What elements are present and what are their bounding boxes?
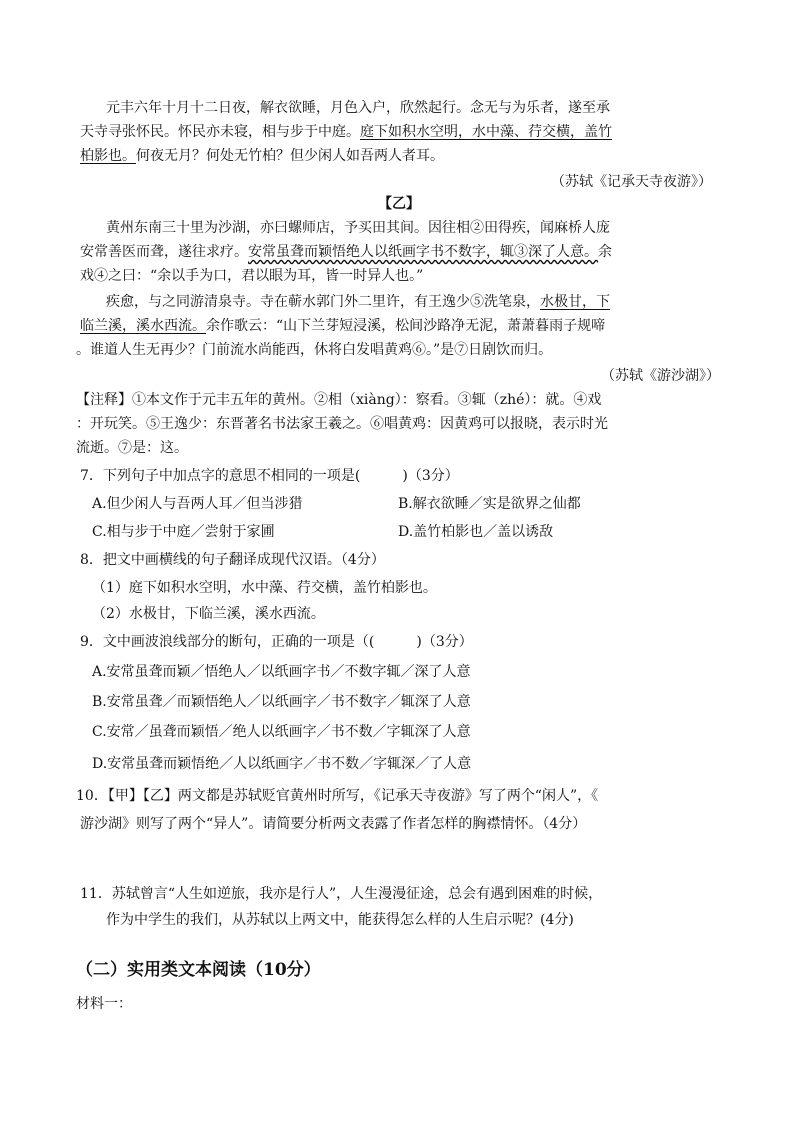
q9-option-c: C.安常／虽聋而颖悟／绝人以纸画字／书不数／字辄深了人意 [92,724,471,740]
jia-line-2 [80,122,612,142]
yi-text: 余作歌云：“山下兰芽短浸溪，松间沙路净无泥，萧萧暮雨子规啼 [206,318,606,334]
yi-line-1: 黄州东南三十里为沙湖，亦曰螺师店，予买田其间。因往相②田得疾，闻麻桥人庞 [106,220,610,236]
yi-line-2 [80,242,612,262]
q7-stem: 7．下列句子中加点字的意思不相同的一项是( )（3分） [80,468,459,484]
q10-line-1: 10．【甲】【乙】两文都是苏轼贬官黄州时所写，《记承天寺夜游》写了两个“闲人”，《 [76,788,599,804]
jia-underlined-sentence: 庭下如积水空明，水中藻、荇交横，盖竹 [360,124,612,140]
yi-underlined-sentence: 水极甘，下 [540,294,610,310]
yi-text: 疾愈，与之同游清泉寺。寺在蕲水郭门外二里许，有王逸少⑤洗笔泉， [106,294,540,310]
q10-line-2: 游沙湖》则写了两个“异人”。请简要分析两文表露了作者怎样的胸襟情怀。（4分） [80,816,587,832]
q9-stem: 9．文中画波浪线部分的断句，正确的一项是（( )（3分） [80,634,473,650]
jia-text: 天寺寻张怀民。怀民亦未寝，相与步于中庭。 [80,124,360,140]
yi-wavy-sentence: 安常虽聋而颖悟绝人以纸画字书不数字，辄③深了人意。 [248,244,598,260]
yi-underlined-sentence-end: 临兰溪，溪水西流。 [80,318,206,334]
yi-text: 余 [598,244,612,260]
section-title: （二）实用类文本阅读（10分） [76,960,321,980]
jia-line-3 [80,146,444,166]
notes-line-3: 流逝。⑦是：这。 [76,440,188,456]
q11-line-2: 作为中学生的我们，从苏轼以上两文中，能获得怎么样的人生启示呢？(4分) [106,912,574,928]
yi-heading: 【乙】 [378,196,420,212]
q7-option-c: C.相与步于中庭／尝射于家圃 [92,524,275,540]
q7-option-b: B.解衣欲睡／实是欲界之仙都 [398,496,581,512]
jia-text: 何夜无月？何处无竹柏？但少闲人如吾两人者耳。 [136,148,444,164]
yi-source: （苏轼《游沙湖》） [601,368,720,384]
jia-underlined-sentence-end: 柏影也。 [80,148,136,164]
material-label: 材料一： [76,996,132,1012]
q8-stem: 8．把文中画横线的句子翻译成现代汉语。（4分） [80,552,385,568]
notes-line-1: 【注释】①本文作于元丰五年的黄州。②相（xiàng）：察看。③辄（zhé）：就。④戏 [76,392,602,408]
q9-option-b: B.安常虽聋／而颖悟绝人／以纸画字／书不数字／辄深了人意 [92,694,471,710]
q9-option-a: A.安常虽聋而颖／悟绝人／以纸画字书／不数字辄／深了人意 [92,664,471,680]
q8-sentence-2: （2）水极甘，下临兰溪，溪水西流。 [92,606,325,622]
q9-option-d: D.安常虽聋而颖悟绝／人以纸画字／书不数／字辄深／了人意 [92,756,472,772]
notes-line-2: ：开玩笑。⑤王逸少：东晋著名书法家王羲之。⑥唱黄鸡：因黄鸡可以报晓，表示时光 [76,416,608,432]
jia-text: 元丰六年十月十二日夜，解衣欲睡，月色入户，欣然起行。念无与为乐者，遂至承 [106,100,610,116]
q11-line-1: 11．苏轼曾言“人生如逆旅，我亦是行人”，人生漫漫征途，总会有遇到困难的时候， [80,886,603,902]
yi-line-6: 。谁道人生无再少？门前流水尚能西，休将白发唱黄鸡⑥。”是⑦日剧饮而归。 [76,342,553,358]
q8-sentence-1: （1）庭下如积水空明，水中藻、荇交横，盖竹柏影也。 [92,580,437,596]
q7-option-d: D.盖竹柏影也／盖以诱敌 [398,524,554,540]
q7-option-a: A.但少闲人与吾两人耳／但当涉猎 [92,496,303,512]
jia-line-1 [106,98,610,118]
jia-source: （苏轼《记承天寺夜游》） [551,174,712,190]
yi-line-4 [106,292,610,312]
yi-line-5 [80,316,605,336]
yi-line-3: 戏④之曰：“余以手为口，君以眼为耳，皆一时异人也。” [80,268,424,284]
yi-text: 安常善医而聋，遂往求疗。 [80,244,248,260]
